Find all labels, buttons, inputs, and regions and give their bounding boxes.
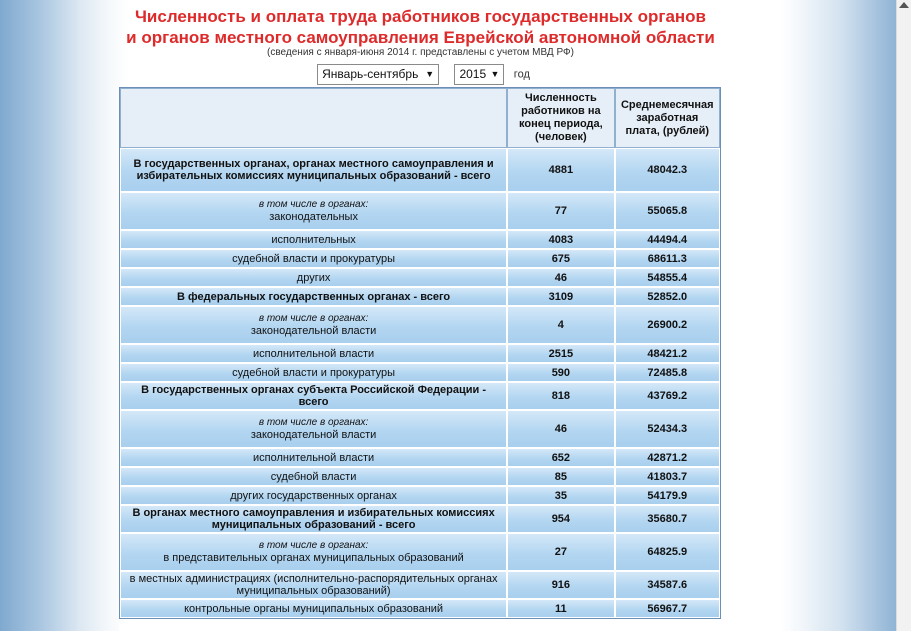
table-row xyxy=(120,148,720,192)
period-select-value: Январь-сентябрь xyxy=(322,67,419,81)
row-label: судебной власти и прокуратуры xyxy=(232,252,396,265)
row-note: в том числе в органах: xyxy=(258,540,369,551)
table-row xyxy=(120,382,720,410)
row-label-cell xyxy=(120,230,507,249)
row-label-cell xyxy=(120,382,507,410)
table-row xyxy=(120,467,720,486)
headcount-cell: 3109 xyxy=(507,287,614,306)
row-note: в том числе в органах: xyxy=(258,313,369,324)
salary-cell: 55065.8 xyxy=(615,192,720,230)
row-label: В государственных органах, органах местного самоуправления и избирательных комиссиях муниципальных образований - всего xyxy=(133,158,494,182)
table-row xyxy=(120,599,720,618)
row-label: В федеральных государственных органах - всего xyxy=(177,290,451,303)
headcount-cell: 590 xyxy=(507,363,614,382)
headcount-cell: 4881 xyxy=(507,148,614,192)
salary-cell: 64825.9 xyxy=(615,533,720,571)
row-label-cell xyxy=(120,448,507,467)
salary-cell: 48421.2 xyxy=(615,344,720,363)
headcount-cell: 46 xyxy=(507,410,614,448)
table-row xyxy=(120,344,720,363)
row-note: в том числе в органах: xyxy=(258,199,369,210)
row-label: судебной власти xyxy=(270,470,357,483)
table-row xyxy=(120,363,720,382)
row-label: контрольные органы муниципальных образований xyxy=(184,602,444,615)
headcount-cell: 954 xyxy=(507,505,614,533)
row-label: других государственных органах xyxy=(230,489,397,502)
row-label-cell xyxy=(120,306,507,344)
row-label-cell xyxy=(120,599,507,618)
row-label-cell xyxy=(120,287,507,306)
row-label: законодательной власти xyxy=(250,429,377,441)
table-row xyxy=(120,571,720,599)
row-label: в представительных органах муниципальных образований xyxy=(163,552,464,564)
year-select[interactable] xyxy=(454,64,504,85)
row-label: судебной власти и прокуратуры xyxy=(232,366,396,379)
row-label-cell xyxy=(120,249,507,268)
salary-cell: 68611.3 xyxy=(615,249,720,268)
row-label-cell xyxy=(120,192,507,230)
chevron-down-icon: ▼ xyxy=(490,69,500,79)
table-row xyxy=(120,306,720,344)
scroll-up-arrow-icon[interactable] xyxy=(899,2,909,8)
headcount-cell: 35 xyxy=(507,486,614,505)
header-cell-salary: Среднемесячная заработная плата, (рублей) xyxy=(615,88,720,148)
row-note: в том числе в органах: xyxy=(258,417,369,428)
salary-cell: 72485.8 xyxy=(615,363,720,382)
row-label-cell xyxy=(120,486,507,505)
row-label-cell xyxy=(120,410,507,448)
row-label-cell xyxy=(120,268,507,287)
row-label: исполнительной власти xyxy=(253,451,375,464)
period-select[interactable] xyxy=(317,64,439,85)
row-label: исполнительной власти xyxy=(253,347,375,360)
row-label: исполнительных xyxy=(271,233,356,246)
headcount-cell: 77 xyxy=(507,192,614,230)
headcount-cell: 46 xyxy=(507,268,614,287)
salary-cell: 42871.2 xyxy=(615,448,720,467)
title-line-1: Численность и оплата труда работников государственных органов xyxy=(134,7,707,26)
salary-cell: 52852.0 xyxy=(615,287,720,306)
row-label: других xyxy=(296,271,331,284)
data-table xyxy=(119,87,721,619)
table-row xyxy=(120,287,720,306)
title-line-2: и органов местного самоуправления Еврейской автономной области xyxy=(126,28,715,47)
table-header-row xyxy=(120,88,720,148)
page-title xyxy=(0,6,841,48)
salary-cell: 26900.2 xyxy=(615,306,720,344)
salary-cell: 44494.4 xyxy=(615,230,720,249)
filter-controls xyxy=(0,64,841,85)
table-row xyxy=(120,486,720,505)
row-label-cell xyxy=(120,533,507,571)
salary-cell: 48042.3 xyxy=(615,148,720,192)
chevron-down-icon: ▼ xyxy=(425,69,435,79)
salary-cell: 41803.7 xyxy=(615,467,720,486)
table-row xyxy=(120,448,720,467)
header-cell-label xyxy=(120,88,507,148)
row-label-cell xyxy=(120,571,507,599)
row-label: законодательных xyxy=(269,211,358,223)
headcount-cell: 27 xyxy=(507,533,614,571)
headcount-cell: 2515 xyxy=(507,344,614,363)
headcount-cell: 675 xyxy=(507,249,614,268)
headcount-cell: 85 xyxy=(507,467,614,486)
year-select-value: 2015 xyxy=(459,67,487,81)
headcount-cell: 916 xyxy=(507,571,614,599)
row-label-cell xyxy=(120,467,507,486)
header-cell-headcount: Численность работников на конец периода, (человек) xyxy=(507,88,614,148)
table-row xyxy=(120,410,720,448)
table-row xyxy=(120,249,720,268)
table-row xyxy=(120,268,720,287)
row-label: В государственных органах субъекта Российской Федерации - всего xyxy=(141,384,487,408)
table-row xyxy=(120,533,720,571)
table-bottom-edge xyxy=(119,624,721,631)
headcount-cell: 4 xyxy=(507,306,614,344)
vertical-scrollbar[interactable] xyxy=(896,0,911,631)
salary-cell: 56967.7 xyxy=(615,599,720,618)
salary-cell: 34587.6 xyxy=(615,571,720,599)
row-label-cell xyxy=(120,344,507,363)
row-label: законодательной власти xyxy=(250,325,377,337)
row-label: В органах местного самоуправления и избирательных комиссиях муниципальных образований - всего xyxy=(132,507,495,531)
row-label: в местных администрациях (исполнительно-распорядительных органах муниципальных образований) xyxy=(129,573,498,597)
row-label-cell xyxy=(120,505,507,533)
salary-cell: 35680.7 xyxy=(615,505,720,533)
salary-cell: 52434.3 xyxy=(615,410,720,448)
headcount-cell: 11 xyxy=(507,599,614,618)
salary-cell: 54855.4 xyxy=(615,268,720,287)
table-row xyxy=(120,230,720,249)
row-label-cell xyxy=(120,363,507,382)
salary-cell: 43769.2 xyxy=(615,382,720,410)
headcount-cell: 4083 xyxy=(507,230,614,249)
table-row xyxy=(120,192,720,230)
salary-cell: 54179.9 xyxy=(615,486,720,505)
table-row xyxy=(120,505,720,533)
page-subtitle: (сведения с января-июня 2014 г. представлены с учетом МВД РФ) xyxy=(267,47,574,58)
year-label: год xyxy=(513,68,530,81)
headcount-cell: 818 xyxy=(507,382,614,410)
headcount-cell: 652 xyxy=(507,448,614,467)
row-label-cell xyxy=(120,148,507,192)
